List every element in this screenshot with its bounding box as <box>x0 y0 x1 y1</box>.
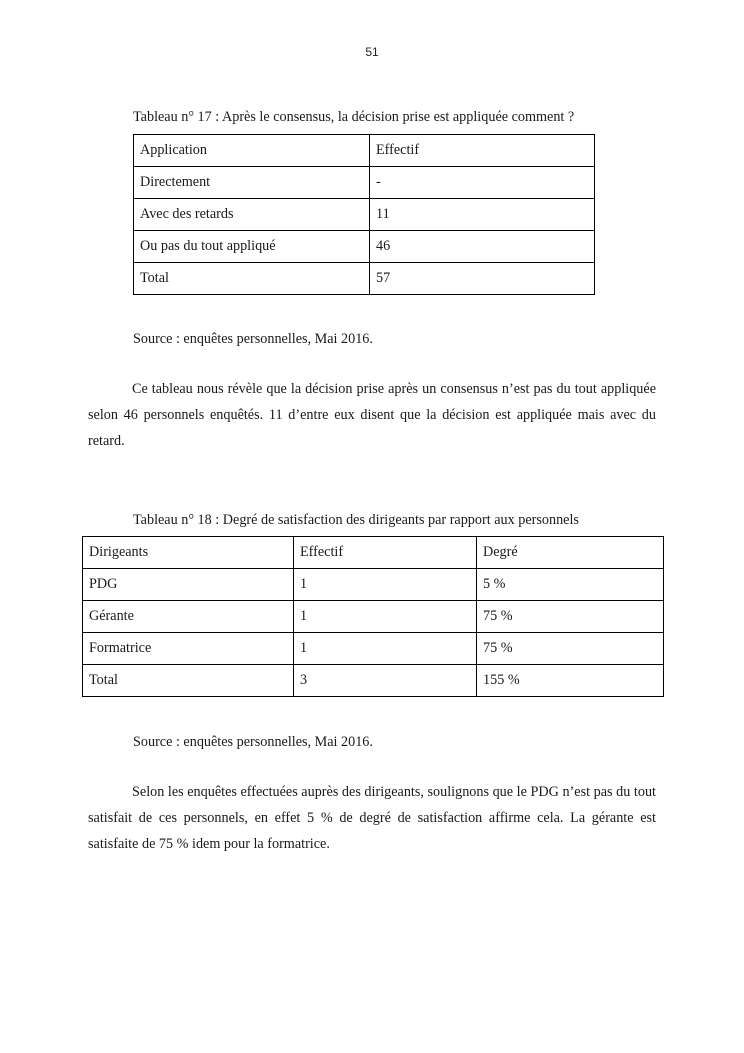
table-cell: 75 % <box>477 601 664 633</box>
table-cell: 75 % <box>477 633 664 665</box>
table-cell: Avec des retards <box>134 199 370 231</box>
table-header-row <box>134 135 595 167</box>
table-cell: 57 <box>370 263 595 295</box>
table-cell: Total <box>134 263 370 295</box>
table-row <box>134 263 595 295</box>
table-cell: Gérante <box>83 601 294 633</box>
paragraph-1-text: Ce tableau nous révèle que la décision prise après un consensus n’est pas du tout appliquée selon 46 personnels enquêtés. 11 d’entre eux disent que la décision est appliquée mais avec du retard. <box>88 381 656 449</box>
table-cell: PDG <box>83 569 294 601</box>
table-row <box>134 199 595 231</box>
table-cell: Total <box>83 665 294 697</box>
header-cell: Application <box>134 135 370 167</box>
page-number: 51 <box>365 45 379 59</box>
table-header-row <box>83 537 664 569</box>
table-cell: 1 <box>294 601 477 633</box>
table-17 <box>133 134 595 295</box>
table-18-caption: Tableau n° 18 : Degré de satisfaction des dirigeants par rapport aux personnels <box>133 512 579 528</box>
table-cell: 155 % <box>477 665 664 697</box>
table-18-source: Source : enquêtes personnelles, Mai 2016. <box>133 734 373 750</box>
header-cell: Effectif <box>294 537 477 569</box>
table-cell: - <box>370 167 595 199</box>
table-17-source: Source : enquêtes personnelles, Mai 2016. <box>133 331 373 347</box>
table-cell: Directement <box>134 167 370 199</box>
table-cell: Formatrice <box>83 633 294 665</box>
paragraph-2-text: Selon les enquêtes effectuées auprès des dirigeants, soulignons que le PDG n’est pas du tout satisfait de ces personnels, en effet 5 % de degré de satisfaction affirme cela. La gérante est satisfaite de 75 % idem pour la formatrice. <box>88 784 656 852</box>
table-17-caption: Tableau n° 17 : Après le consensus, la décision prise est appliquée comment ? <box>133 109 575 125</box>
table-cell: Ou pas du tout appliqué <box>134 231 370 263</box>
table-row <box>83 633 664 665</box>
table-cell: 1 <box>294 569 477 601</box>
table-cell: 46 <box>370 231 595 263</box>
header-cell: Dirigeants <box>83 537 294 569</box>
header-cell: Degré <box>477 537 664 569</box>
table-row <box>83 569 664 601</box>
table-cell: 5 % <box>477 569 664 601</box>
table-cell: 11 <box>370 199 595 231</box>
paragraph-1 <box>88 376 656 454</box>
header-cell: Effectif <box>370 135 595 167</box>
table-row <box>83 665 664 697</box>
table-cell: 1 <box>294 633 477 665</box>
table-row <box>83 601 664 633</box>
table-row <box>134 167 595 199</box>
table-row <box>134 231 595 263</box>
table-18 <box>82 536 664 697</box>
paragraph-2 <box>88 779 656 857</box>
table-cell: 3 <box>294 665 477 697</box>
